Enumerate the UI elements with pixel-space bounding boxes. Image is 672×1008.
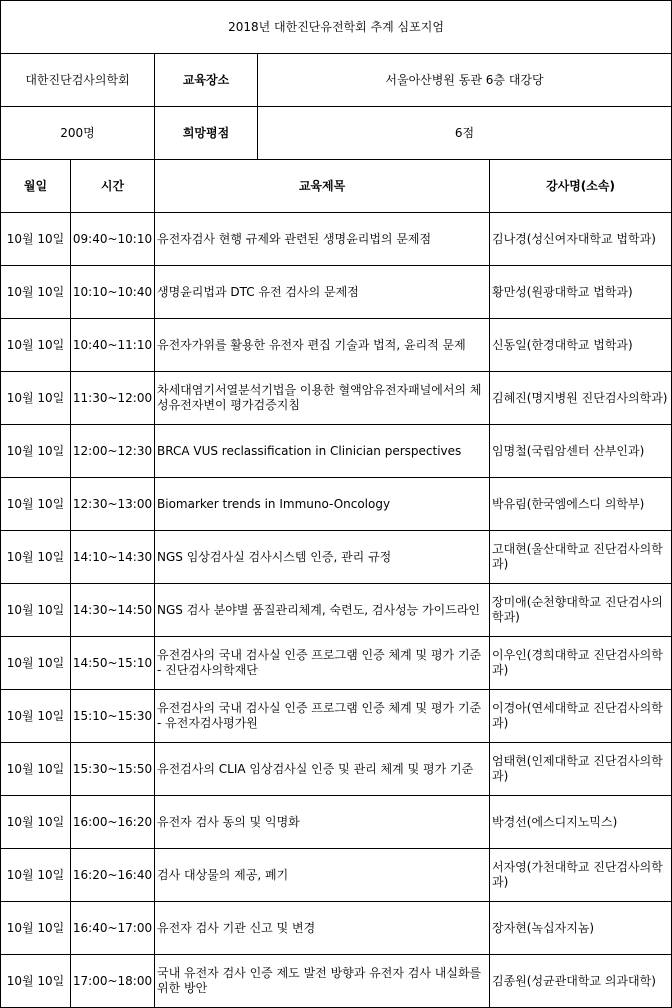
session-topic: NGS 검사 분야별 품질관리체계, 숙련도, 검사성능 가이드라인 — [155, 584, 490, 637]
table-row — [1, 425, 672, 478]
session-topic: 유전자가위를 활용한 유전자 편집 기술과 법적, 윤리적 문제 — [155, 319, 490, 372]
session-date: 10월 10일 — [1, 902, 71, 955]
session-date: 10월 10일 — [1, 637, 71, 690]
table-row — [1, 478, 672, 531]
session-date: 10월 10일 — [1, 319, 71, 372]
session-speaker: 장미애(순천향대학교 진단검사의학과) — [490, 584, 672, 637]
session-date: 10월 10일 — [1, 849, 71, 902]
session-topic: 유전검사의 국내 검사실 인증 프로그램 인증 체계 및 평가 기준 - 유전자검사평가원 — [155, 690, 490, 743]
session-date: 10월 10일 — [1, 531, 71, 584]
session-speaker: 이경아(연세대학교 진단검사의학과) — [490, 690, 672, 743]
session-time: 14:10~14:30 — [71, 531, 155, 584]
session-speaker: 박유림(한국엠에스디 의학부) — [490, 478, 672, 531]
header-topic: 교육제목 — [155, 160, 490, 213]
session-topic: Biomarker trends in Immuno-Oncology — [155, 478, 490, 531]
organizer: 대한진단검사의학회 — [1, 54, 155, 107]
session-time: 09:40~10:10 — [71, 213, 155, 266]
header-date: 월일 — [1, 160, 71, 213]
session-speaker: 서자영(가천대학교 진단검사의학과) — [490, 849, 672, 902]
session-date: 10월 10일 — [1, 372, 71, 425]
table-row — [1, 531, 672, 584]
session-speaker: 장자현(녹십자지놈) — [490, 902, 672, 955]
session-date: 10월 10일 — [1, 743, 71, 796]
session-time: 16:20~16:40 — [71, 849, 155, 902]
session-time: 16:00~16:20 — [71, 796, 155, 849]
session-topic: 유전자 검사 기관 신고 및 변경 — [155, 902, 490, 955]
session-topic: 생명윤리법과 DTC 유전 검사의 문제점 — [155, 266, 490, 319]
session-date: 10월 10일 — [1, 955, 71, 1008]
header-speaker: 강사명(소속) — [490, 160, 672, 213]
session-speaker: 황만성(원광대학교 법학과) — [490, 266, 672, 319]
session-time: 15:30~15:50 — [71, 743, 155, 796]
session-time: 15:10~15:30 — [71, 690, 155, 743]
session-topic: BRCA VUS reclassification in Clinician perspectives — [155, 425, 490, 478]
session-speaker: 김혜진(명지병원 진단검사의학과) — [490, 372, 672, 425]
session-speaker: 김나경(성신여자대학교 법학과) — [490, 213, 672, 266]
table-row — [1, 690, 672, 743]
table-row — [1, 637, 672, 690]
venue: 서울아산병원 동관 6층 대강당 — [258, 54, 672, 107]
session-date: 10월 10일 — [1, 796, 71, 849]
session-date: 10월 10일 — [1, 213, 71, 266]
table-row — [1, 266, 672, 319]
session-speaker: 이우인(경희대학교 진단검사의학과) — [490, 637, 672, 690]
session-topic: 유전자검사 현행 규제와 관련된 생명윤리법의 문제점 — [155, 213, 490, 266]
points: 6점 — [258, 107, 672, 160]
table-row — [1, 213, 672, 266]
session-time: 14:50~15:10 — [71, 637, 155, 690]
attendees: 200명 — [1, 107, 155, 160]
session-speaker: 임명철(국립암센터 산부인과) — [490, 425, 672, 478]
session-time: 10:40~11:10 — [71, 319, 155, 372]
table-row — [1, 849, 672, 902]
table-row — [1, 902, 672, 955]
document-title: 2018년 대한진단유전학회 추계 심포지엄 — [1, 1, 672, 54]
session-time: 11:30~12:00 — [71, 372, 155, 425]
session-speaker: 신동일(한경대학교 법학과) — [490, 319, 672, 372]
session-date: 10월 10일 — [1, 425, 71, 478]
session-topic: 유전검사의 국내 검사실 인증 프로그램 인증 체계 및 평가 기준 - 진단검사의학재단 — [155, 637, 490, 690]
session-time: 17:00~18:00 — [71, 955, 155, 1008]
session-date: 10월 10일 — [1, 266, 71, 319]
session-speaker: 박경선(에스디지노믹스) — [490, 796, 672, 849]
session-time: 12:30~13:00 — [71, 478, 155, 531]
session-topic: NGS 임상검사실 검사시스템 인증, 관리 규정 — [155, 531, 490, 584]
venue-label: 교육장소 — [155, 54, 258, 107]
session-speaker: 고대현(울산대학교 진단검사의학과) — [490, 531, 672, 584]
table-row — [1, 796, 672, 849]
session-time: 14:30~14:50 — [71, 584, 155, 637]
table-row — [1, 319, 672, 372]
session-topic: 유전검사의 CLIA 임상검사실 인증 및 관리 체계 및 평가 기준 — [155, 743, 490, 796]
session-topic: 유전자 검사 동의 및 익명화 — [155, 796, 490, 849]
table-row — [1, 743, 672, 796]
session-time: 16:40~17:00 — [71, 902, 155, 955]
session-speaker: 엄태현(인제대학교 진단검사의학과) — [490, 743, 672, 796]
session-speaker: 김종원(성균관대학교 의과대학) — [490, 955, 672, 1008]
session-time: 12:00~12:30 — [71, 425, 155, 478]
session-topic: 차세대염기서열분석기법을 이용한 혈액암유전자패널에서의 체성유전자변이 평가검증지침 — [155, 372, 490, 425]
session-topic: 검사 대상물의 제공, 폐기 — [155, 849, 490, 902]
session-date: 10월 10일 — [1, 478, 71, 531]
session-date: 10월 10일 — [1, 690, 71, 743]
session-time: 10:10~10:40 — [71, 266, 155, 319]
header-time: 시간 — [71, 160, 155, 213]
session-date: 10월 10일 — [1, 584, 71, 637]
table-row — [1, 584, 672, 637]
table-row — [1, 955, 672, 1008]
table-row — [1, 372, 672, 425]
session-topic: 국내 유전자 검사 인증 제도 발전 방향과 유전자 검사 내실화를 위한 방안 — [155, 955, 490, 1008]
points-label: 희망평점 — [155, 107, 258, 160]
